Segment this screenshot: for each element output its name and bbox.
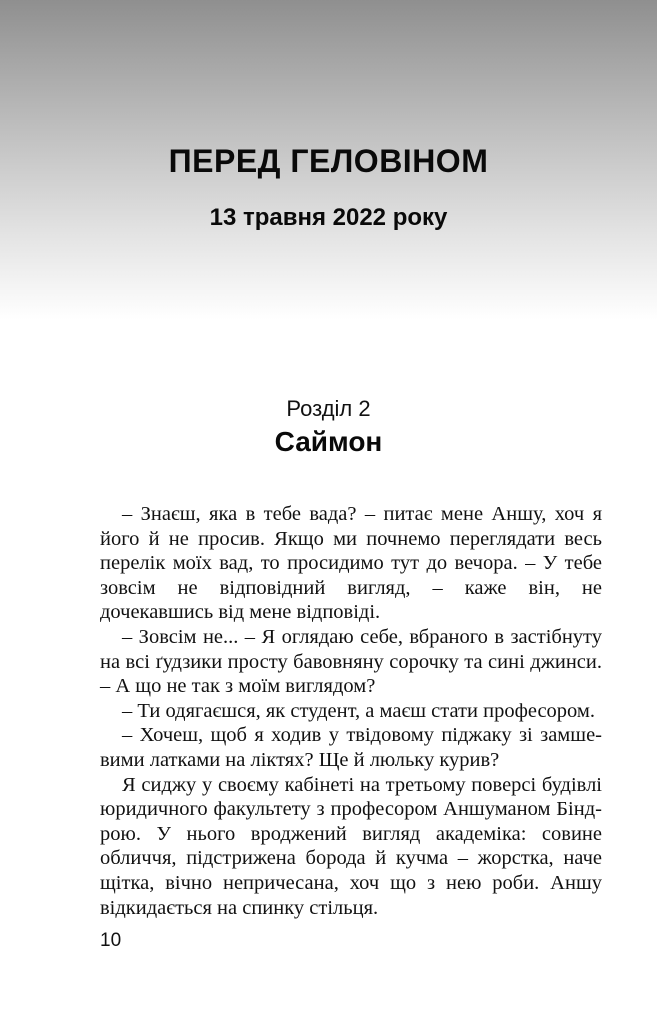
chapter-number: Розділ 2 (286, 396, 371, 421)
paragraph: Я сиджу у своєму кабінеті на третьому поверсі будівлі юридичного факультету з професором Аншуманом Біндрою. У нього вроджений вигляд академіка: совине обличчя, підстрижена борода й кучма – жорстка, наче щітка, вічно непричесана, хоч що з нею роби. Аншу відкидається на спинку стільця. (100, 773, 602, 919)
paragraph: – Знаєш, яка в тебе вада? – питає мене Аншу, хоч я його й не просив. Якщо ми почнемо переглядати весь перелік моїх вад, то просидимо тут до вечора. – У тебе зовсім не відповідний вигляд, – каже він, не дочекавшись від мене відповіді. (100, 503, 602, 624)
paragraph: – Зовсім не... – Я оглядаю себе, вбраного в застібнуту на всі ґудзики просту бавовняну сорочку та сині джинси. – А що не так з моїм виглядом? (100, 625, 602, 698)
page-number: 10 (100, 930, 122, 951)
chapter-title: Саймон (274, 426, 383, 457)
paragraph: – Ти одягаєшся, як студент, а маєш стати професором. (122, 699, 596, 722)
part-date: 13 травня 2022 року (209, 204, 448, 231)
paragraph: – Хочеш, щоб я ходив у твідовому піджаку зі замшевими латками на ліктях? Ще й люльку курив? (100, 724, 602, 771)
body-text (100, 502, 602, 920)
part-title: ПЕРЕД ГЕЛОВІНОМ (168, 143, 489, 179)
